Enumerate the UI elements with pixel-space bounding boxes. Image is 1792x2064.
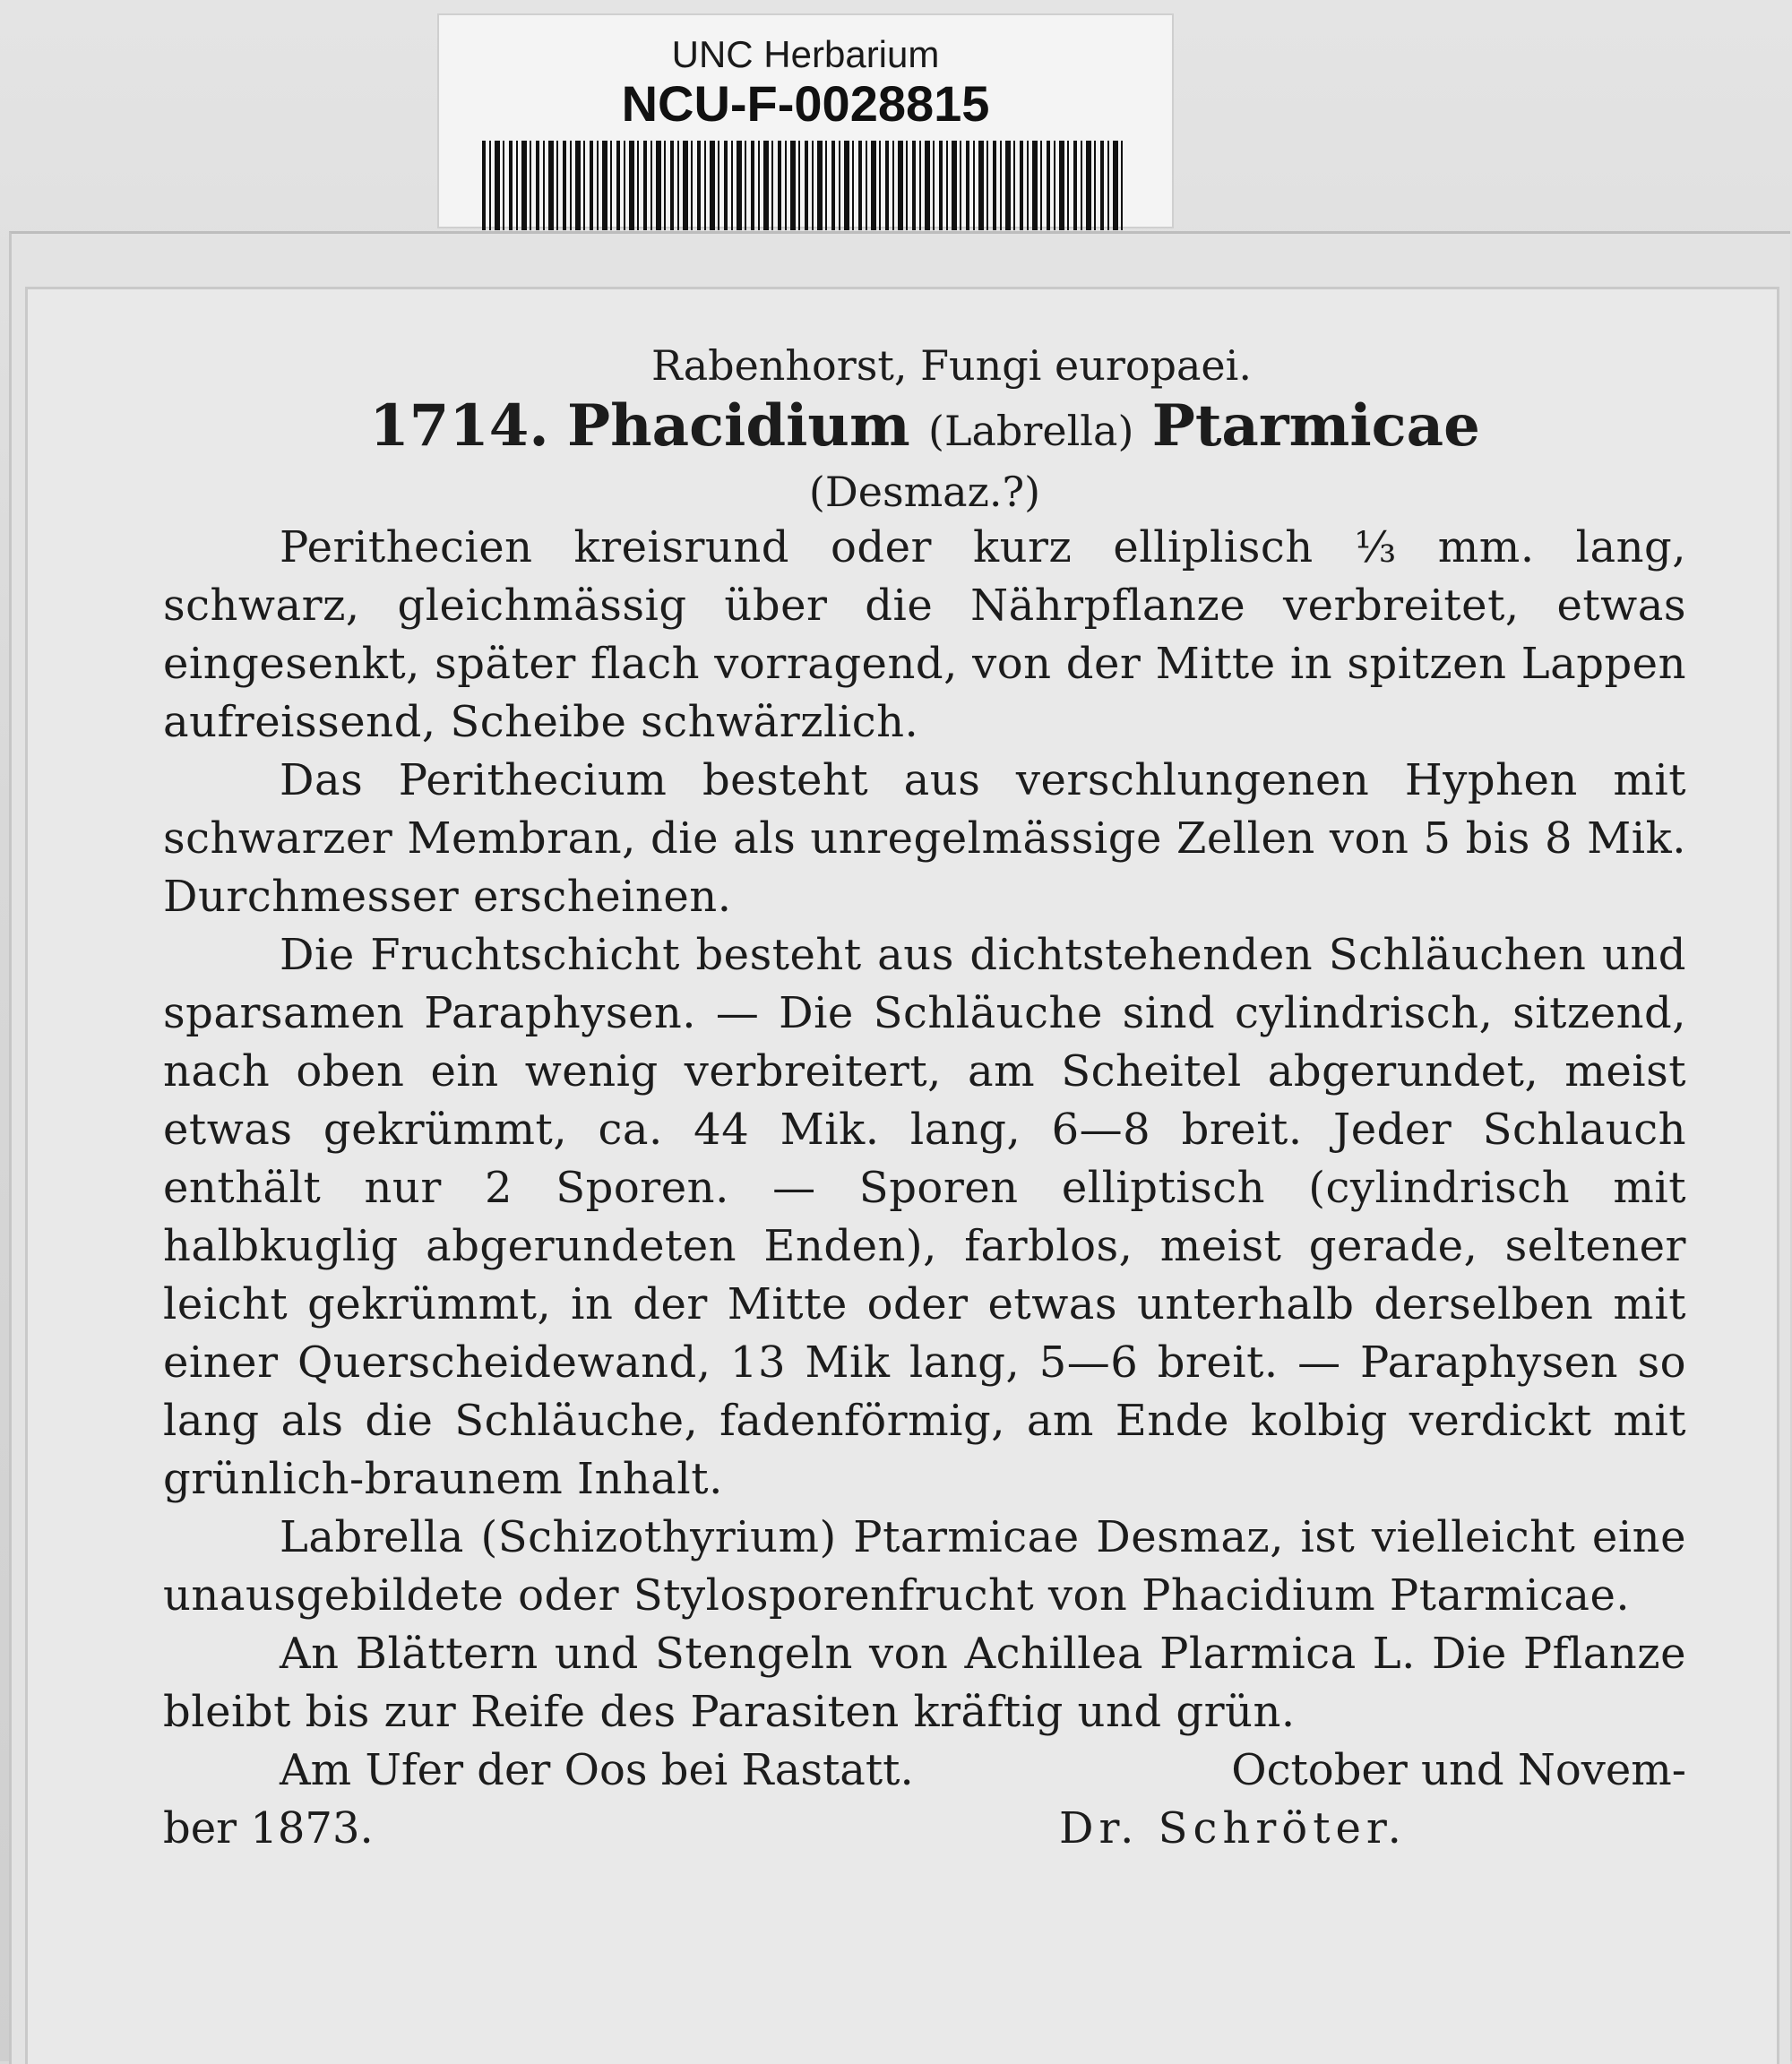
subgenus-name: (Labrella) bbox=[928, 407, 1134, 455]
specimen-label bbox=[82, 287, 1762, 2061]
series-title: Rabenhorst, Fungi europaei. bbox=[651, 341, 1252, 390]
collection-date: October und Novem- bbox=[1231, 1745, 1686, 1795]
exsiccata-number: 1714. bbox=[369, 392, 549, 460]
barcode-institution: UNC Herbarium bbox=[671, 33, 940, 75]
barcode-label bbox=[437, 13, 1174, 228]
label-text bbox=[163, 339, 1686, 1867]
description-paragraph: Perithecien kreisrund oder kurz elliplisch ⅓ mm. lang, schwarz, gleichmässig über die Nährpflanze verbreitet, etwas eingesenkt, später flach vorragend, von der Mitte in spitzen Lappen aufreissend, Scheibe schwärzlich. bbox=[163, 522, 1686, 747]
description-paragraph: Labrella (Schizothyrium) Ptarmicae Desmaz, ist vielleicht eine unausgebildete oder Stylosporenfrucht von Phacidium Ptarmicae. bbox=[163, 1512, 1686, 1621]
collection-footer bbox=[163, 1742, 1686, 1867]
collector: Dr. Schröter. bbox=[1059, 1803, 1407, 1853]
description-paragraph: Die Fruchtschicht besteht aus dichtstehenden Schläuchen und sparsamen Paraphysen. — Die Schläuche sind cylindrisch, sitzend, nach oben ein wenig verbreitert, am Scheitel abgerundet, meist etwas gekrümmt, ca. 44 Mik. lang, 6—8 breit. Jeder Schlauch enthält nur 2 Sporen. — Sporen elliptisch (cylindrisch mit halbkuglig abgerundeten Enden), farblos, meist gerade, seltener leicht gekrümmt, in der Mitte oder etwas unterhalb derselben mit einer Querscheidewand, 13 Mik lang, 5—6 breit. — Paraphysen so lang als die Schläuche, fadenförmig, am Ende kolbig verdickt mit grünlich-braunem Inhalt. bbox=[163, 930, 1686, 1504]
genus-name: Phacidium bbox=[566, 392, 910, 460]
barcode-accession-number: NCU-F-0028815 bbox=[621, 75, 990, 132]
taxon-authority: (Desmaz.?) bbox=[808, 468, 1041, 516]
host-paragraph: An Blättern und Stengeln von Achillea Plarmica L. Die Pflanze bleibt bis zur Reife des Parasiten kräftig und grün. bbox=[163, 1629, 1686, 1737]
description-paragraph: Das Perithecium besteht aus verschlungenen Hyphen mit schwarzer Membran, die als unregelmässige Zellen von 5 bis 8 Mik. Durchmesser erscheinen. bbox=[163, 755, 1686, 922]
collection-year: ber 1873. bbox=[163, 1803, 374, 1853]
locality: Am Ufer der Oos bei Rastatt. bbox=[280, 1745, 914, 1795]
locality-text bbox=[163, 1742, 1059, 1858]
barcode-icon bbox=[482, 141, 1127, 230]
taxon-title bbox=[163, 392, 1686, 465]
species-name: Ptarmicae bbox=[1151, 392, 1480, 460]
